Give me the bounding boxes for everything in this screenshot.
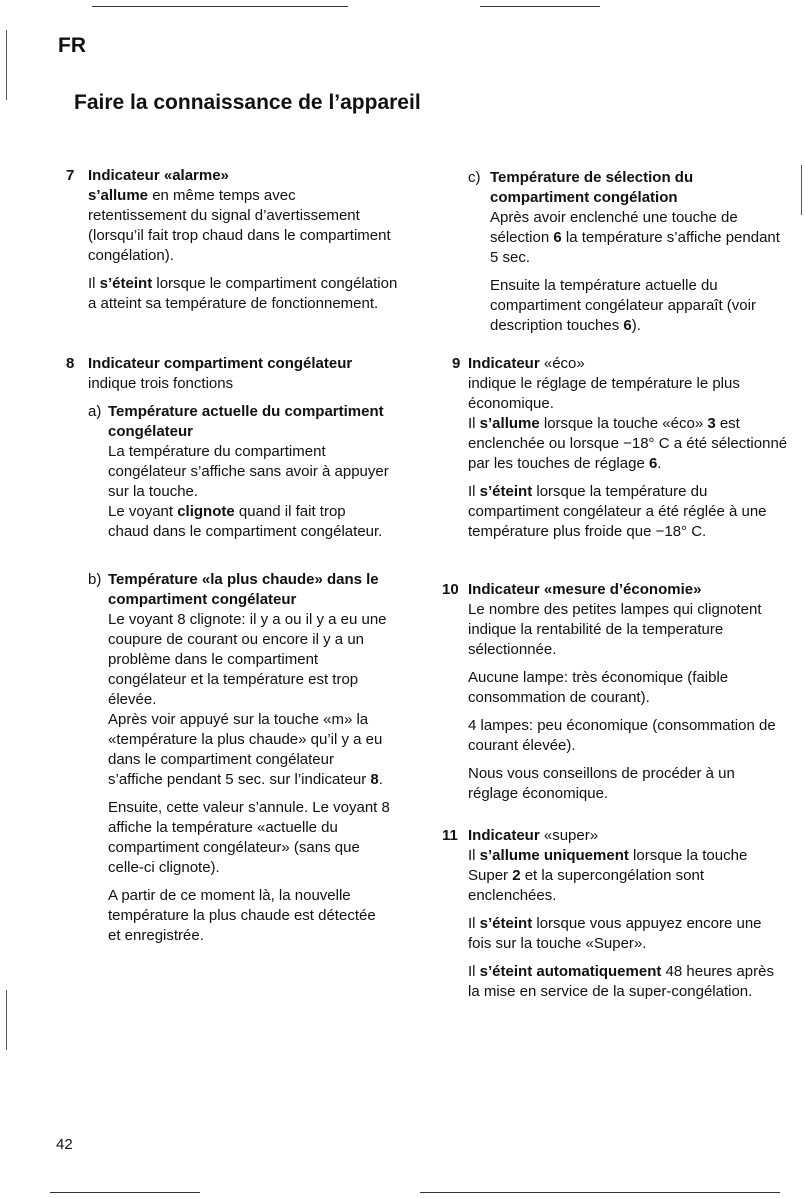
section-11-text-3b: s’éteint automatiquement [479,963,662,980]
section-7-p1-bold: s’allume [88,187,149,204]
section-8a-heading: Température actuelle du compartiment congélateur [108,403,384,440]
left-margin-mark [6,30,7,100]
section-9-number: 9 [452,355,461,372]
section-11-text-2a: Il [468,915,480,932]
section-8-number: 8 [66,355,75,372]
section-9-text-2f: 6 [648,455,658,472]
bottom-rule-left [50,1192,200,1193]
section-9-text-2c: lorsque la touche «éco» [539,415,708,432]
section-11-text-1d: 2 [512,867,521,884]
section-9-heading: Indicateur [468,355,540,372]
section-8c-text-1a: Après avoir enclenché une touche de sélection [490,209,738,246]
section-7-p2-a: Il [88,275,100,292]
section-8b-text-4: A partir de ce moment là, la nouvelle température la plus chaude est détectée et enregistrée. [108,887,376,944]
section-9 [468,354,790,542]
section-8b-text-2c: . [378,771,383,788]
section-8a-text-1: La température du compartiment congélateur s’affiche sans avoir à appuyer sur la touche. [108,443,389,500]
section-8c-text-2c: ). [631,317,641,334]
section-9-text-2g: . [657,455,662,472]
section-7 [88,166,398,314]
section-7-p2-bold: s’éteint [99,275,153,292]
section-11-text-1e: et la supercongélation sont enclenchées. [468,867,705,904]
section-11 [468,826,786,1002]
section-8c-text-1c: la température s’affiche pendant 5 sec. [490,229,780,266]
section-11-text-3c: 48 heures après la mise en service de la super-congélation. [468,963,774,1000]
bottom-rule [420,1192,780,1193]
section-9-text-2e: est enclenchée ou lorsque −18° C a été sélectionné par les touches de réglage [468,415,788,472]
page-title: Faire la connaissance de l’appareil [74,91,421,114]
section-11-heading-2: «super» [539,827,599,844]
section-9-text-2b: s’allume [479,415,540,432]
section-11-text-3a: Il [468,963,480,980]
section-8a [108,402,390,542]
section-11-number: 11 [442,827,458,844]
section-7-number: 7 [66,167,75,184]
section-8b-text-2b: 8 [370,771,379,788]
section-8-intro: indique trois fonctions [88,375,234,392]
section-11-text-1c: lorsque la touche Super [468,847,748,884]
section-8c [490,168,790,336]
section-8b-text-1: Le voyant 8 clignote: il y a ou il y a eu une coupure de courant ou encore il y a un problème dans le compartiment congélateur et la température est trop élevée. [108,611,387,708]
section-9-text-2a: Il [468,415,480,432]
section-8c-label: c) [468,169,481,186]
section-11-text-1a: Il [468,847,480,864]
section-10-text-4: Nous vous conseillons de procéder à un réglage économique. [468,765,735,802]
section-9-text-2d: 3 [707,415,716,432]
section-8a-text-2a: Le voyant [108,503,178,520]
section-11-text-1b: s’allume uniquement [479,847,629,864]
section-9-text-3c: lorsque la température du compartiment congélateur a été réglée à une température plus froide que −18° C. [468,483,767,540]
section-8b-text-3: Ensuite, cette valeur s’annule. Le voyant 8 affiche la température «actuelle du compartiment congélateur» (sans que celle-ci clignote). [108,799,390,876]
section-11-text-2c: lorsque vous appuyez encore une fois sur la touche «Super». [468,915,762,952]
section-9-heading-2: «éco» [539,355,585,372]
section-8b [108,570,390,946]
section-7-p1: en même temps avec retentissement du signal d’avertissement (lorsqu’il fait trop chaud dans le compartiment congélation). [88,187,391,264]
top-rule-right [480,6,600,7]
section-9-text-3b: s’éteint [479,483,533,500]
section-8b-heading: Température «la plus chaude» dans le compartiment congélateur [108,571,379,608]
section-10-number: 10 [442,581,459,598]
section-8c-text-2a: Ensuite la température actuelle du compartiment congélateur apparaît (voir description touches [490,277,756,334]
section-7-p2: lorsque le compartiment congélation a atteint sa température de fonctionnement. [88,275,398,312]
section-10-heading: Indicateur «mesure d’économie» [468,581,702,598]
right-margin-mark [801,165,802,215]
page-number: 42 [56,1136,73,1153]
section-8c-text-1b: 6 [553,229,562,246]
section-10-text-1: Le nombre des petites lampes qui clignotent indique la rentabilité de la temperature sélectionnée. [468,601,762,658]
language-code: FR [58,34,86,57]
section-8a-text-2b: clignote [177,503,235,520]
left-margin-mark-2 [6,990,7,1050]
top-rule [92,6,348,7]
section-8a-text-2c: quand il fait trop chaud dans le compartiment congélateur. [108,503,383,540]
section-8b-text-2a: Après voir appuyé sur la touche «m» la «température la plus chaude» qu’il y a eu dans le compartiment congélateur s’affiche pendant 5 sec. sur l’indicateur [108,711,383,788]
section-9-text-3a: Il [468,483,480,500]
section-8 [88,354,388,394]
section-11-text-2b: s’éteint [479,915,533,932]
section-8c-text-2b: 6 [623,317,632,334]
section-7-heading: Indicateur «alarme» [88,167,229,184]
section-10-text-2: Aucune lampe: très économique (faible consommation de courant). [468,669,729,706]
section-11-heading: Indicateur [468,827,540,844]
section-8c-heading: Température de sélection du compartiment congélation [490,169,694,206]
section-10-text-3: 4 lampes: peu économique (consommation de courant élevée). [468,717,776,754]
section-9-text-1: indique le réglage de température le plus économique. [468,375,740,412]
section-8-heading: Indicateur compartiment congélateur [88,355,353,372]
section-10 [468,580,788,804]
section-8a-label: a) [88,403,102,420]
section-8b-label: b) [88,571,102,588]
